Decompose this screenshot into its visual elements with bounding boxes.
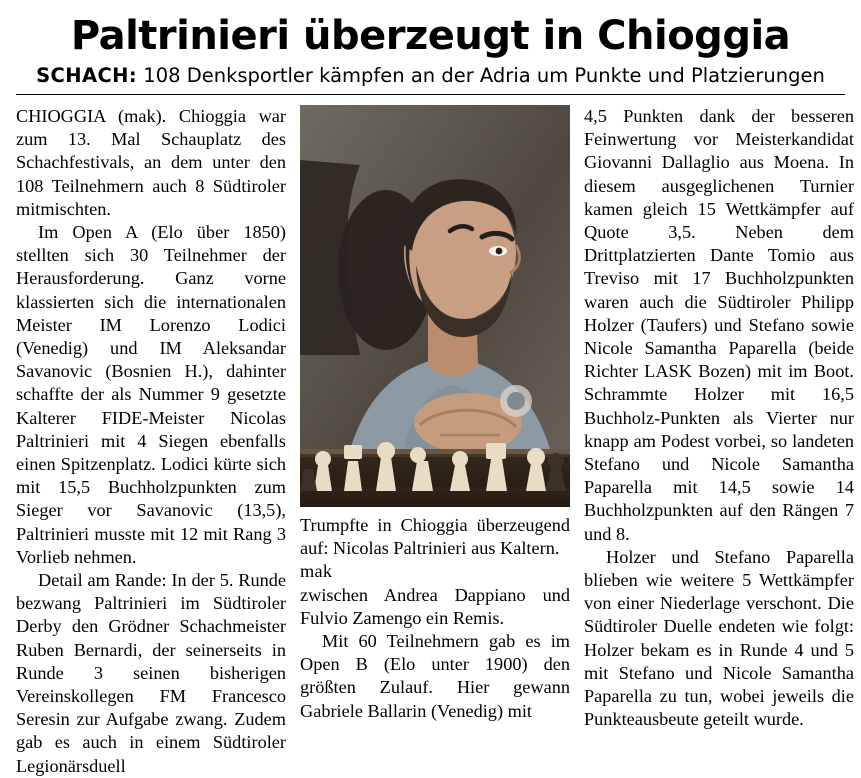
photo-caption: Trumpfte in Chioggia überzeugend auf: Nicolas Paltrinieri aus Kaltern. (300, 515, 570, 559)
chess-player-photo (300, 105, 570, 507)
subheadline (16, 64, 845, 88)
photo-figure (300, 105, 570, 507)
photo-illustration (300, 105, 570, 507)
paragraph: Mit 60 Teilnehmern gab es im Open B (Elo unter 1900) den größten Zulauf. Hier gewann Gabriele Ballarin (Venedig) mit (300, 631, 570, 721)
article-columns (16, 105, 854, 778)
subheadline-text: 108 Denksportler kämpfen an der Adria um Punkte und Platzierungen (137, 64, 825, 87)
paragraph: zwischen Andrea Dappiano und Fulvio Zamengo ein Remis. (300, 584, 570, 628)
divider (16, 94, 845, 95)
page-title: Paltrinieri überzeugt in Chioggia (70, 13, 791, 59)
photo-credit: mak (300, 561, 333, 582)
column-middle-text (300, 584, 570, 723)
paragraph: CHIOGGIA (mak). Chioggia war zum 13. Mal Schauplatz des Schachfestivals, an dem unter den 108 Teilnehmern auch 8 Südtiroler mitmischten. (16, 106, 286, 219)
paragraph: Detail am Rande: In der 5. Runde bezwang Paltrinieri im Südtiroler Derby den Grödner Schachmeister Ruben Bernardi, der seinerseits in Runde 3 seinen bisherigen Vereinskollegen FM Francesco Seresin zur Aufgabe zwang. Zudem gab es auch in einem Südtiroler Legionärsduell (16, 570, 286, 776)
paragraph: 4,5 Punkten dank der besseren Feinwertung vor Meisterkandidat Giovanni Dallaglio aus Moena. In diesem ausgeglichenen Turnier kamen gleich 15 Wettkämpfer auf Quote 3,5. Neben dem Drittplatzierten Dante Tomio aus Treviso mit 17 Buchholzpunkten waren auch die Südtiroler Philipp Holzer (Taufers) und Stefano sowie Nicole Samantha Paparella (beide Richter LASK Bozen) mit im Boot. Schrammte Holzer mit 16,5 Buchholz-Punkten als Vierter nur knapp am Podest vorbei, so landeten Stefano und Nicole Samantha Paparella mit 14,5 sowie 14 Buchholzpunkten auf den Rängen 7 und 8. (584, 106, 854, 544)
paragraph: Holzer und Stefano Paparella blieben wie weitere 5 Wettkämpfer von einer Niederlage verschont. Die Südtiroler Duelle endeten wie folgt: Holzer bekam es in Runde 4 und 5 mit Stefano und Nicole Samantha Paparella zu tun, wobei jeweils die Punkteausbeute geteilt wurde. (584, 546, 854, 730)
column-middle (300, 105, 570, 723)
paragraph: Im Open A (Elo über 1850) stellten sich 30 Teilnehmer der Herausforderung. Ganz vorne klassierten sich die internationalen Meister IM Lorenzo Lodici (Venedig) und IM Aleksandar Savanovic (Bosnien H.), dahinter schaffte der als Nummer 9 gesetzte Kalterer FIDE-Meister Nicolas Paltrinieri mit 4 Siegen ebenfalls einen Spitzenplatz. Lodici kürte sich mit 15,5 Buchholzpunkten zum Sieger vor Savanovic (13,5), Paltrinieri musste mit 12 mit Rang 3 Vorlieb nehmen. (16, 222, 286, 567)
subheadline-kicker: SCHACH: (36, 64, 138, 87)
column-left (16, 105, 286, 778)
column-right (584, 105, 854, 731)
